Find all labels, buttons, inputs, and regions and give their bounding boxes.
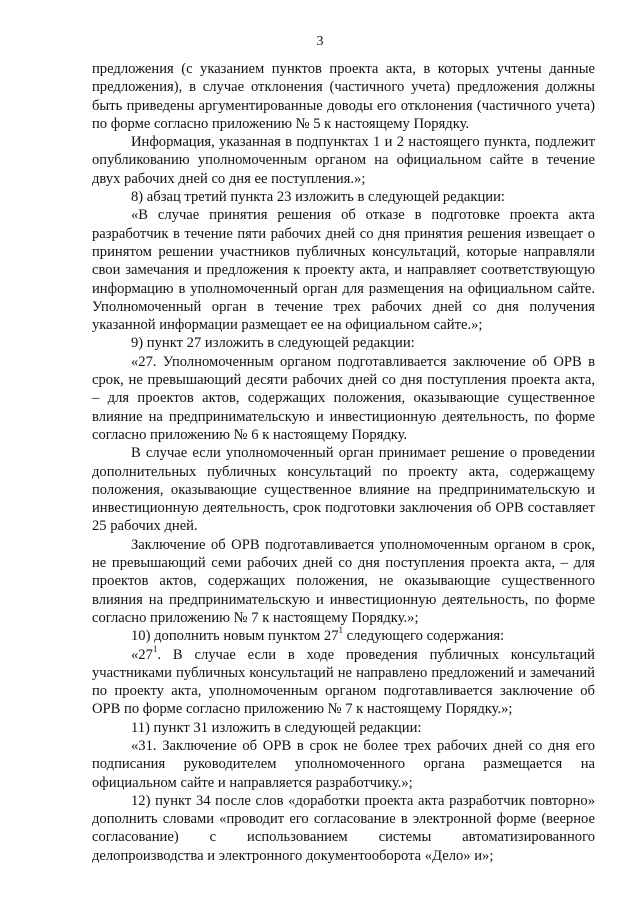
paragraph-item-27-additional: В случае если уполномоченный орган принимает решение о проведении дополнительных публичных консультаций по проекту акта, содержащему положения, оказывающие существенное влияние на предпринимательскую и инвестиционную деятельность, срок подготовки заключения об ОРВ составляет 25 рабочих дней. bbox=[92, 445, 595, 535]
text-fragment: . В случае если в ходе проведения публичных консультаций участниками публичных консультаций не направлено предложений и замечаний по проекту акта, уполномоченным органом подготавливается заключение об ОРВ по форме согласно приложению № 7 к настоящему Порядку.»; bbox=[92, 646, 595, 718]
paragraph-item-27-conclusion: Заключение об ОРВ подготавливается уполномоченным органом в срок, не превышающий семи рабочих дней со дня поступления проекта акта, – для проектов актов, содержащих положения, не оказывающие существенного влияния на предпринимательскую и инвестиционную деятельность, по форме согласно приложению № 7 к настоящему Порядку.»; bbox=[92, 536, 595, 626]
paragraph-publication-info: Информация, указанная в подпунктах 1 и 2 настоящего пункта, подлежит опубликованию уполномоченным органом на официальном сайте в течение двух рабочих дней со дня ее поступления.»; bbox=[92, 134, 595, 187]
paragraph-item-27-text: «27. Уполномоченным органом подготавливается заключение об ОРВ в срок, не превышающий десяти рабочих дней со дня поступления проекта акта, – для проектов актов, содержащих положения, оказывающие существенное влияние на предпринимательскую и инвестиционную деятельность, по форме согласно приложению № 6 к настоящему Порядку. bbox=[92, 353, 595, 443]
paragraph-item-9: 9) пункт 27 изложить в следующей редакции: bbox=[131, 335, 415, 352]
paragraph-item-27-1-text bbox=[92, 643, 595, 719]
text-fragment: следующего содержания: bbox=[343, 628, 505, 645]
paragraph-item-11: 11) пункт 31 изложить в следующей редакции: bbox=[131, 719, 422, 736]
text-fragment: 10) дополнить новым пунктом 27 bbox=[131, 628, 339, 645]
paragraph-item-12: 12) пункт 34 после слов «доработки проекта акта разработчик повторно» дополнить словами «проводит его согласование в электронной форме (веерное согласование) с использованием системы автоматизированного делопроизводства и электронного документооборота «Дело» и»; bbox=[92, 792, 595, 864]
paragraph-continuation: предложения (с указанием пунктов проекта акта, в которых учтены данные предложения), в случае отклонения (частичного учета) предложения должны быть приведены аргументированные доводы его отклонения (частичного учета) по форме согласно приложению № 5 к настоящему Порядку. bbox=[92, 61, 595, 132]
paragraph-item-8-text: «В случае принятия решения об отказе в подготовке проекта акта разработчик в течение пяти рабочих дней со дня принятия решения извещает о принятом решении участников публичных консультаций, которые направляли свои замечания и предложения к проекту акта, и направляет соответствующую информацию в уполномоченный орган для размещения на официальном сайте. Уполномоченный орган в течение трех рабочих дней со дня получения указанной информации размещает ее на официальном сайте.»; bbox=[92, 207, 595, 334]
superscript: 1 bbox=[338, 625, 344, 636]
document-body bbox=[92, 60, 595, 865]
text-fragment: «27 bbox=[131, 646, 153, 663]
paragraph-item-31-text: «31. Заключение об ОРВ в срок не более трех рабочих дней со дня его подписания руководителем уполномоченного органа размещается на официальном сайте и направляется разработчику.»; bbox=[92, 737, 595, 791]
page-number: 3 bbox=[316, 34, 324, 49]
superscript: 1 bbox=[152, 643, 158, 654]
paragraph-item-10 bbox=[92, 627, 595, 645]
paragraph-item-8: 8) абзац третий пункта 23 изложить в следующей редакции: bbox=[131, 189, 505, 206]
